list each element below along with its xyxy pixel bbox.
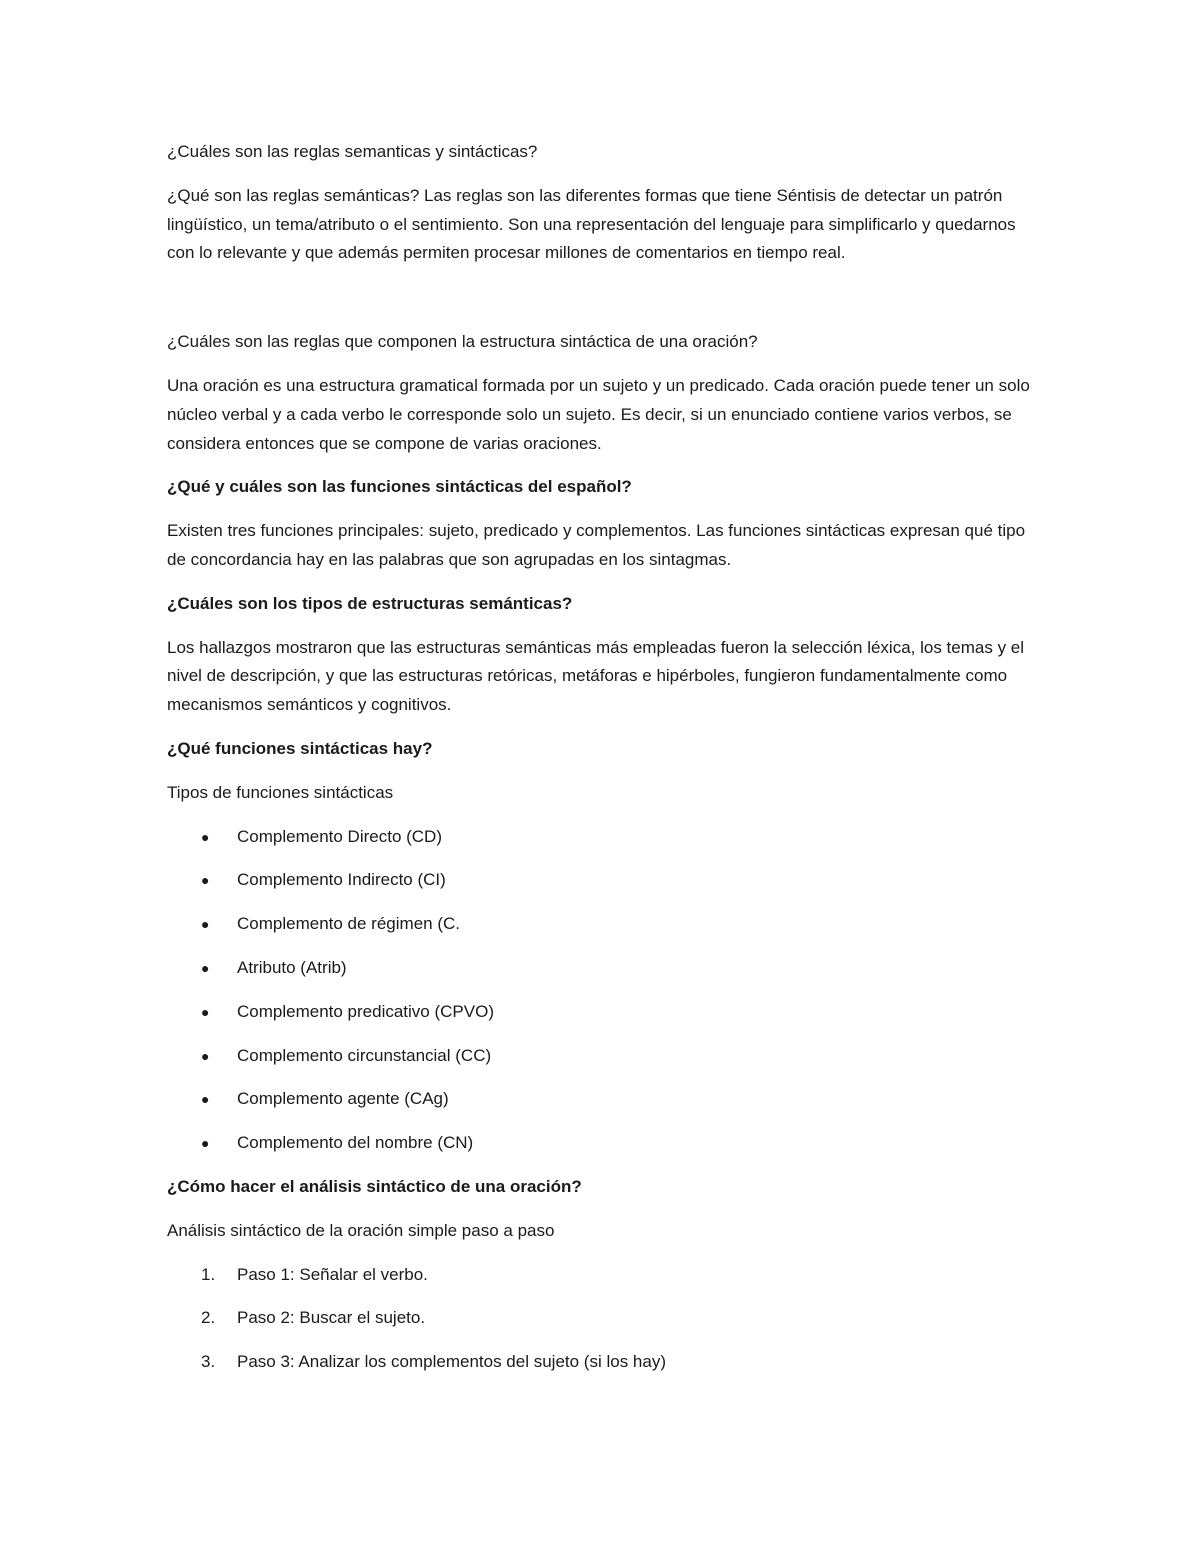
bullet-icon: ● xyxy=(201,959,210,976)
list-item-text: Complemento del nombre (CN) xyxy=(237,1133,474,1153)
list-item xyxy=(167,954,1047,983)
bullet-icon: ● xyxy=(201,828,210,845)
paragraph-semantic-structures: Los hallazgos mostraron que las estructuras semánticas más empleadas fueron la selección léxica, los temas y el nivel de descripción, y que las estructuras retóricas, metáforas e hipérboles, fungieron fundamentalmente como mecanismos semánticos y cognitivos. xyxy=(167,637,1025,715)
list-number: 2. xyxy=(201,1308,216,1328)
list-item-text: Complemento agente (CAg) xyxy=(237,1089,449,1109)
numbered-list-item xyxy=(167,1304,1047,1333)
list-item xyxy=(167,910,1047,939)
bullet-icon: ● xyxy=(201,1091,210,1108)
heading-syntactic-functions-types: ¿Qué funciones sintácticas hay? xyxy=(167,738,433,758)
list-item-text: Paso 1: Señalar el verbo. xyxy=(237,1264,428,1284)
list-item xyxy=(167,1085,1047,1114)
bullet-icon: ● xyxy=(201,916,210,933)
question-sentence-structure: ¿Cuáles son las reglas que componen la estructura sintáctica de una oración? xyxy=(167,332,758,352)
list-item-text: Atributo (Atrib) xyxy=(237,957,347,977)
list-item xyxy=(167,1042,1047,1071)
list-item-text: Complemento Indirecto (CI) xyxy=(237,870,446,890)
numbered-list-item xyxy=(167,1348,1047,1377)
list-item-text: Complemento Directo (CD) xyxy=(237,826,442,846)
paragraph-function-types-intro: Tipos de funciones sintácticas xyxy=(167,782,394,802)
heading-semantic-structures: ¿Cuáles son los tipos de estructuras semánticas? xyxy=(167,593,573,613)
list-item xyxy=(167,1129,1047,1158)
question-semantic-syntactic-rules: ¿Cuáles son las reglas semanticas y sintácticas? xyxy=(167,142,538,161)
paragraph-semantic-rules: ¿Qué son las reglas semánticas? Las reglas son las diferentes formas que tiene Séntisis de detectar un patrón lingüístico, un tema/atributo o el sentimiento. Son una representación del lenguaje para simplificarlo y quedarnos con lo relevante y que además permiten procesar millones de comentarios en tiempo real. xyxy=(167,185,1016,263)
heading-syntactic-functions-spanish: ¿Qué y cuáles son las funciones sintácticas del español? xyxy=(167,477,632,497)
bullet-icon: ● xyxy=(201,1003,210,1020)
list-item-text: Complemento predicativo (CPVO) xyxy=(237,1001,494,1021)
list-item xyxy=(167,998,1047,1027)
list-item-text: Complemento de régimen (C. xyxy=(237,914,460,934)
numbered-list-item xyxy=(167,1261,1047,1290)
list-item xyxy=(167,866,1047,895)
bullet-icon: ● xyxy=(201,1047,210,1064)
paragraph-syntactic-functions: Existen tres funciones principales: sujeto, predicado y complementos. Las funciones sintácticas expresan qué tipo de concordancia hay en las palabras que son agrupadas en los sintagmas. xyxy=(167,521,1026,569)
list-item-text: Complemento circunstancial (CC) xyxy=(237,1045,492,1065)
document-page xyxy=(167,138,1047,1377)
heading-syntactic-analysis: ¿Cómo hacer el análisis sintáctico de una oración? xyxy=(167,1176,582,1196)
bullet-list xyxy=(167,823,1047,1158)
list-item-text: Paso 3: Analizar los complementos del sujeto (si los hay) xyxy=(237,1352,666,1372)
bullet-icon: ● xyxy=(201,872,210,889)
paragraph-sentence-structure: Una oración es una estructura gramatical formada por un sujeto y un predicado. Cada oración puede tener un solo núcleo verbal y a cada verbo le corresponde solo un sujeto. Es decir, si un enunciado contiene varios verbos, se considera entonces que se compone de varias oraciones. xyxy=(167,375,1030,453)
paragraph-analysis-intro: Análisis sintáctico de la oración simple paso a paso xyxy=(167,1220,555,1240)
list-number: 1. xyxy=(201,1264,216,1284)
bullet-icon: ● xyxy=(201,1135,210,1152)
numbered-list xyxy=(167,1261,1047,1377)
list-item-text: Paso 2: Buscar el sujeto. xyxy=(237,1308,426,1328)
list-item xyxy=(167,823,1047,852)
list-number: 3. xyxy=(201,1352,216,1372)
